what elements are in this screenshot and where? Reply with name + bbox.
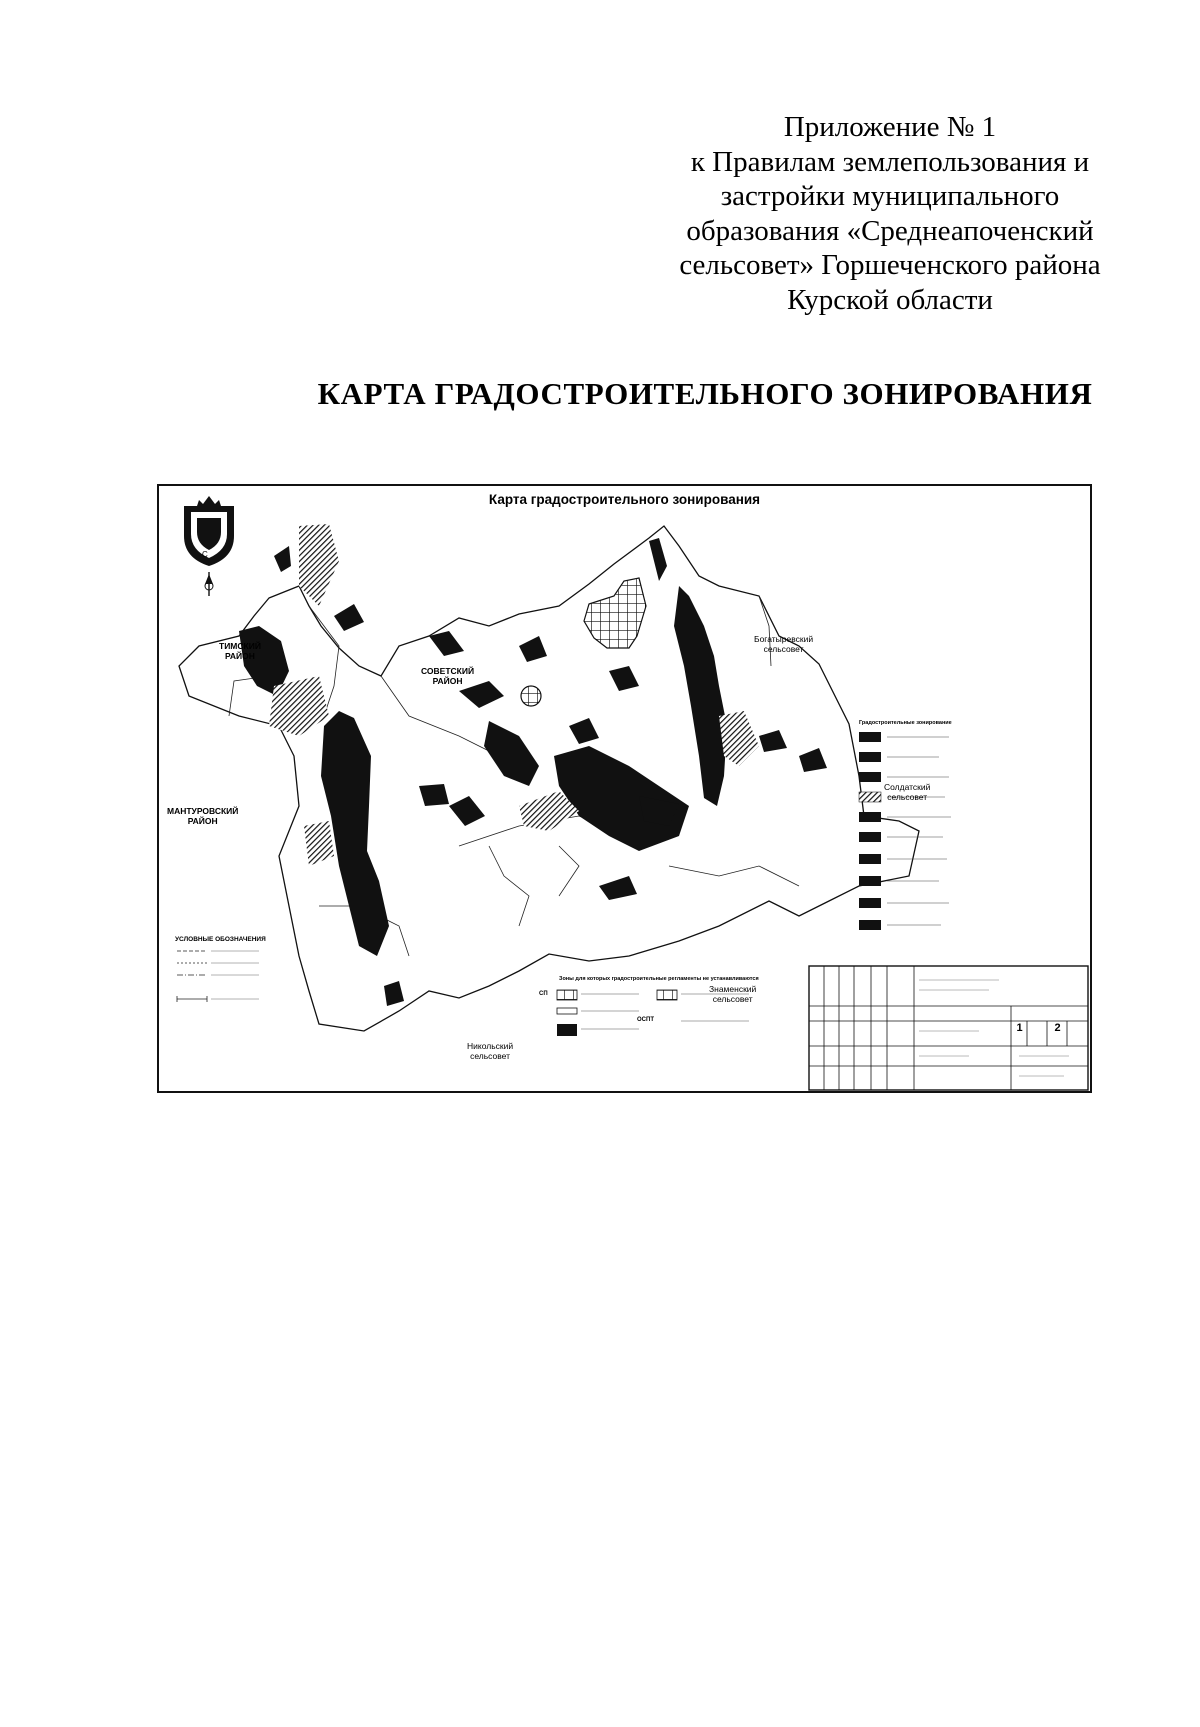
reserve-zone-small bbox=[521, 686, 541, 706]
neighbor-manturovsky: МАНТУРОВСКИЙ РАЙОН bbox=[167, 806, 239, 826]
appendix-line: сельсовет» Горшеченского района bbox=[679, 249, 1101, 281]
neighbor-soldatsky: Солдатский сельсовет bbox=[884, 782, 931, 802]
sheet-number: 1 bbox=[1016, 1022, 1023, 1034]
legend-code-ospt: ОСПТ bbox=[637, 1017, 654, 1023]
appendix-line: образования «Среднеапоченский bbox=[686, 214, 1094, 247]
appendix-reference bbox=[630, 110, 1150, 317]
title-block bbox=[809, 966, 1088, 1090]
conventional-signs bbox=[177, 951, 259, 1002]
legend-code-sp: СП bbox=[539, 991, 548, 997]
appendix-line: к Правилам землепользования и bbox=[690, 145, 1090, 178]
appendix-line: застройки муниципального bbox=[720, 180, 1060, 212]
north-arrow-icon bbox=[205, 572, 213, 596]
territory-boundary bbox=[179, 526, 919, 1031]
zoning-map bbox=[157, 484, 1092, 1093]
zones-legend-title: Градостроительные зонирование bbox=[859, 720, 952, 726]
sheet-total: 2 bbox=[1054, 1022, 1061, 1034]
appendix-line: Приложение № 1 bbox=[783, 111, 997, 143]
appendix-line: Курской области bbox=[787, 283, 993, 316]
legend-title: УСЛОВНЫЕ ОБОЗНАЧЕНИЯ bbox=[175, 936, 266, 943]
document-title: КАРТА ГРАДОСТРОИТЕЛЬНОГО ЗОНИРОВАНИЯ bbox=[317, 376, 1093, 411]
neighbor-timsky: ТИМСКИЙ РАЙОН bbox=[219, 641, 261, 661]
neighbor-nikolsky: Никольский сельсовет bbox=[467, 1041, 514, 1061]
neighbor-sovetsky: СОВЕТСКИЙ РАЙОН bbox=[421, 666, 475, 686]
neighbor-bogatyrevsky: Богатыревский сельсовет bbox=[754, 634, 814, 654]
compass-letter: С bbox=[202, 550, 208, 559]
map-title: Карта градостроительного зонирования bbox=[488, 492, 761, 507]
neighbor-znamensky: Знаменский сельсовет bbox=[709, 984, 757, 1004]
restricted-zones-caption: Зоны для которых градостроительные регламенты не устанавливаются bbox=[559, 976, 759, 982]
map-graphics bbox=[159, 486, 1090, 1091]
